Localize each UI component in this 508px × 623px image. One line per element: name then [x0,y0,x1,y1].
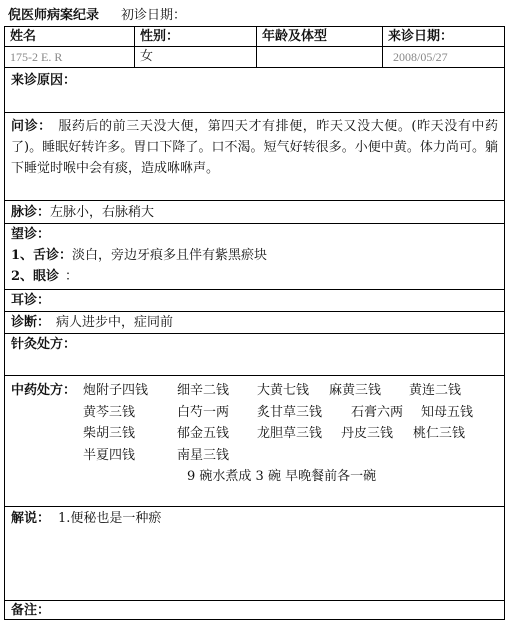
explanation-section [5,507,504,601]
herb-item: 丹皮三钱 [341,426,394,441]
inquiry-label: 问诊： [11,119,52,134]
name-header: 姓名 [10,29,37,44]
herb-item: 细辛二钱 [177,383,230,398]
cooking-instructions: 9 碗水煮成 3 碗 早晚餐前各一碗 [187,469,377,484]
herb-item: 半夏四钱 [83,447,136,463]
herb-item: 炮附子四钱 [83,383,149,398]
explanation-text: 1.便秘也是一种瘀 [58,511,162,526]
tongue-text: 淡白，旁边牙痕多且伴有紫黑瘀块 [72,248,268,263]
diagnosis-section [5,312,504,334]
notes-section [5,601,504,619]
info-header-row [5,27,504,47]
inquiry-text: 服药后的前三天没大便，第四天才有排便，昨天又没大便。(昨天没有中药了)。睡眠好转许多。胃口下降了。口不渴。短气好转很多。小便中黄。体力尚可。躺下睡觉时喉中会有痰，造成咻咻声。 [11,119,498,176]
notes-label: 备注： [11,603,51,618]
visit-date-value: 2008/05/27 [382,47,504,67]
tongue-label: 1、舌诊： [11,248,73,263]
chief-complaint-section [5,68,504,113]
herb-item: 柴胡三钱 [83,426,136,441]
herb-item: 麻黄三钱 [329,383,382,398]
herb-item: 龙胆草三钱 [257,426,323,441]
name-value: 175-2 E. R [10,50,63,64]
date-header: 来诊日期： [382,27,504,46]
eye-label: 2、眼诊 [11,269,60,284]
inspection-section [5,224,504,290]
pulse-section [5,201,504,224]
first-visit-date-label: 初诊日期： [121,8,187,23]
ear-section [5,290,504,312]
diagnosis-text: 病人进步中，症同前 [56,315,174,330]
herb-item: 石膏六两 [351,404,404,420]
title-row [8,7,186,25]
record-title: 倪医师病案纪录 [8,8,100,23]
herb-item: 黄连二钱 [409,383,462,398]
chief-complaint-label: 来诊原因： [11,73,77,88]
herb-item: 桃仁三钱 [413,426,466,441]
herb-item: 郁金五钱 [177,426,230,441]
gender-header: 性别： [134,27,256,46]
herb-item: 炙甘草三钱 [257,404,323,420]
acupuncture-label: 针灸处方： [11,337,77,352]
inspection-label: 望诊： [11,227,51,242]
herb-item: 知母五钱 [421,404,474,420]
herb-item: 白芍一两 [177,404,230,420]
herb-item: 大黄七钱 [257,383,310,398]
diagnosis-label: 诊断： [11,315,51,330]
gender-value: 女 [134,47,256,67]
record-table [4,26,505,620]
inquiry-section [5,113,504,201]
age-header: 年龄及体型 [256,27,382,46]
herbal-grid [11,380,498,488]
herb-item: 黄芩三钱 [83,404,136,420]
info-value-row [5,47,504,68]
acupuncture-section [5,334,504,376]
explanation-label: 解说： [11,511,51,526]
pulse-text: 左脉小，右脉稍大 [50,205,155,220]
herbal-prescription-section [5,376,504,507]
herbal-label: 中药处方： [11,383,77,398]
ear-label: 耳诊： [11,293,51,308]
pulse-label: 脉诊： [11,205,51,220]
age-value [256,47,382,67]
eye-text: ： [65,269,79,284]
herb-item: 南星三钱 [177,447,230,463]
